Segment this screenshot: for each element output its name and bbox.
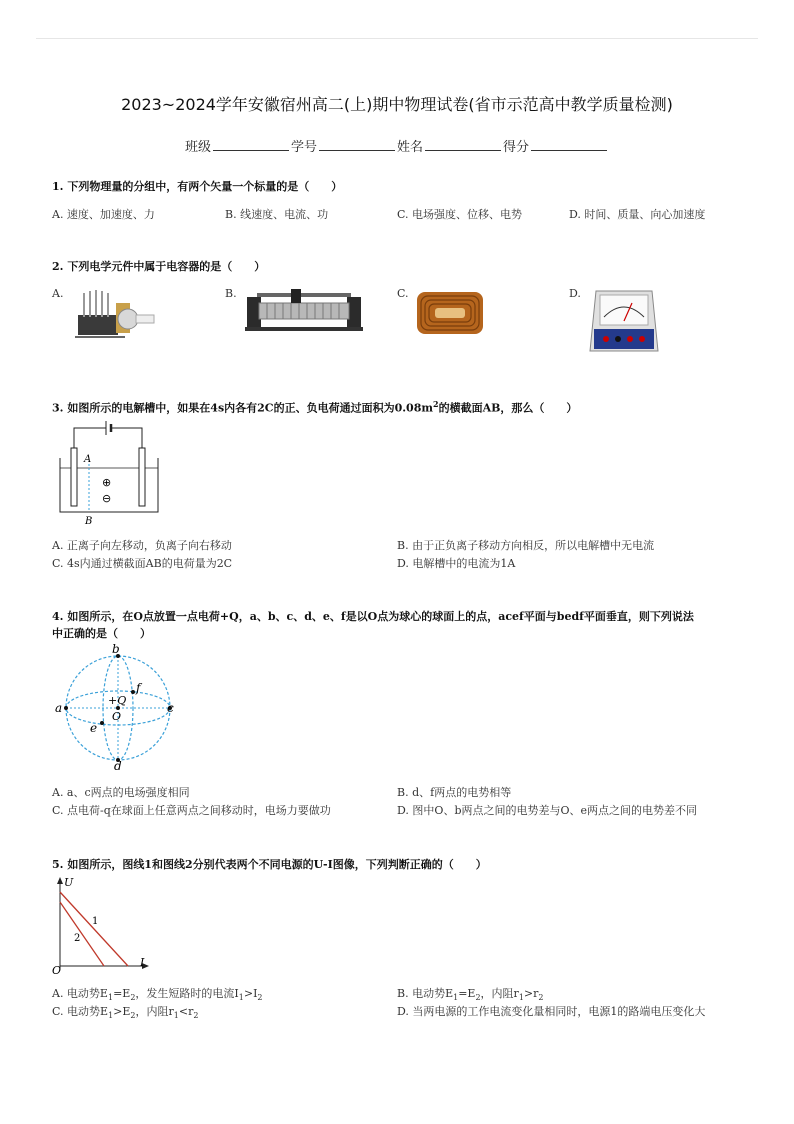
point-b-label: b [112, 642, 120, 656]
q5a-sub2: 2 [130, 993, 136, 1003]
q3-label-a: A [84, 454, 92, 465]
meter-image [588, 285, 660, 353]
q4-option-d[interactable]: D. 图中O、b两点之间的电势差与O、e两点之间的电势差不同 [397, 804, 698, 817]
u-axis-label: U [64, 876, 74, 889]
point-d-label: d [114, 759, 122, 773]
q5-option-d[interactable]: D. 当两电源的工作电流变化量相同时，电源1的路端电压变化大 [397, 1005, 706, 1018]
q5c-text1: C. 电动势E [52, 1005, 109, 1018]
q3-option-a[interactable]: A. 正离子向左移动，负离子向右移动 [52, 539, 232, 552]
class-blank[interactable] [213, 138, 289, 151]
q2-option-a-label[interactable]: A. [52, 287, 64, 300]
id-blank[interactable] [319, 138, 395, 151]
q1-option-d[interactable]: D. 时间、质量、向心加速度 [569, 208, 706, 221]
q4-option-b[interactable]: B. d、f两点的电势相等 [397, 786, 512, 799]
positive-ion-symbol: ⊕ [102, 476, 112, 489]
question-3-stem [52, 396, 752, 417]
q5b-text1: B. 电动势E [397, 987, 454, 1000]
q5a-text2: =E [113, 987, 131, 1000]
exam-title: 2023~2024学年安徽宿州高二(上)期中物理试卷(省市示范高中教学质量检测) [121, 95, 673, 114]
center-o-label: O [112, 710, 122, 723]
score-blank[interactable] [531, 138, 607, 151]
class-label: 班级 [184, 140, 211, 155]
q4-option-c[interactable]: C. 点电荷-q在球面上任意两点之间移动时，电场力要做功 [52, 804, 331, 817]
q1-option-a[interactable]: A. 速度、加速度、力 [52, 208, 155, 221]
q4-option-a[interactable]: A. a、c两点的电场强度相同 [52, 786, 190, 799]
question-4-stem-line1: 4. 如图所示，在O点放置一点电荷+Q，a、b、c、d、e、f是以O点为球心的球面上的点，acef平面与bedf平面垂直，则下列说法 [52, 610, 694, 623]
q3-label-b: B [85, 516, 93, 527]
score-label: 得分 [503, 140, 530, 155]
variable-capacitor-image [70, 285, 160, 343]
q3-option-d[interactable]: D. 电解槽中的电流为1A [397, 557, 516, 570]
q5a-sub4: 2 [257, 993, 263, 1003]
line-2-label: 2 [74, 933, 81, 944]
question-4-stem-line2: 中正确的是（ ） [52, 627, 151, 640]
q5b-text4: >r [523, 987, 539, 1000]
q5a-text4: >I [243, 987, 258, 1000]
q5a-text3: ，发生短路时的电流I [135, 987, 239, 1000]
negative-ion-symbol: ⊖ [102, 492, 112, 505]
electrolytic-cell-diagram [54, 420, 169, 528]
q5c-sub4: 2 [193, 1011, 199, 1021]
question-2-stem: 2. 下列电学元件中属于电容器的是（ ） [52, 260, 266, 273]
point-c-label: c [167, 701, 174, 715]
question-1-stem: 1. 下列物理量的分组中，有两个矢量一个标量的是（ ） [52, 180, 343, 193]
q5a-sub3: 1 [238, 993, 244, 1003]
origin-label: O [52, 964, 62, 977]
point-e-label: e [90, 721, 98, 735]
q5-option-b[interactable] [397, 985, 543, 1002]
q5c-text2: >E [113, 1005, 131, 1018]
copper-coil-image [415, 288, 485, 338]
u-i-graph [50, 874, 155, 976]
q3-stem-part2: 的横截面AB，那么（ ） [438, 401, 578, 415]
q5-option-a[interactable] [52, 985, 263, 1002]
q3-option-c[interactable]: C. 4s内通过横截面AB的电荷量为2C [52, 557, 233, 570]
point-f-label: f [136, 681, 141, 695]
name-blank[interactable] [425, 138, 501, 151]
q5-option-c[interactable] [52, 1003, 198, 1020]
q5b-sub1: 1 [453, 993, 459, 1003]
q5c-sub1: 1 [108, 1011, 114, 1021]
point-a-label: a [55, 701, 63, 715]
q5a-sub1: 1 [107, 993, 114, 1003]
q5b-text2: =E [458, 987, 476, 1000]
q5a-text1: A. 电动势E [52, 987, 108, 1000]
id-label: 学号 [290, 140, 317, 155]
name-label: 姓名 [397, 140, 424, 155]
q5c-sub3: 1 [173, 1011, 179, 1021]
line-1-label: 1 [92, 916, 99, 927]
q1-option-b[interactable]: B. 线速度、电流、功 [225, 208, 329, 221]
q5c-text3: ，内阻r [135, 1005, 174, 1018]
q1-option-c[interactable]: C. 电场强度、位移、电势 [397, 208, 523, 221]
sphere-diagram [54, 644, 184, 774]
q5c-sub2: 2 [130, 1011, 136, 1021]
q5b-text3: ，内阻r [480, 987, 519, 1000]
q2-option-d-label[interactable]: D. [569, 287, 581, 300]
charge-q-label: +Q [108, 694, 127, 707]
q5b-sub2: 2 [475, 993, 481, 1003]
header-divider [36, 38, 758, 39]
q3-option-b[interactable]: B. 由于正负离子移动方向相反，所以电解槽中无电流 [397, 539, 655, 552]
q5b-sub3: 1 [518, 993, 524, 1003]
q2-option-b-label[interactable]: B. [225, 287, 237, 300]
q5b-sub4: 2 [538, 993, 544, 1003]
q2-option-c-label[interactable]: C. [397, 287, 409, 300]
q3-stem-part1: 3. 如图所示的电解槽中，如果在4s内各有2C的正、负电荷通过面积为0.08m [52, 401, 433, 415]
sliding-rheostat-image [243, 289, 365, 335]
q3-stem-superscript: 2 [433, 399, 439, 409]
question-5-stem: 5. 如图所示，图线1和图线2分别代表两个不同电源的U-I图像，下列判断正确的（ ） [52, 858, 487, 871]
student-info-line [0, 136, 794, 155]
i-axis-label: I [140, 956, 145, 969]
q5c-text4: <r [178, 1005, 194, 1018]
